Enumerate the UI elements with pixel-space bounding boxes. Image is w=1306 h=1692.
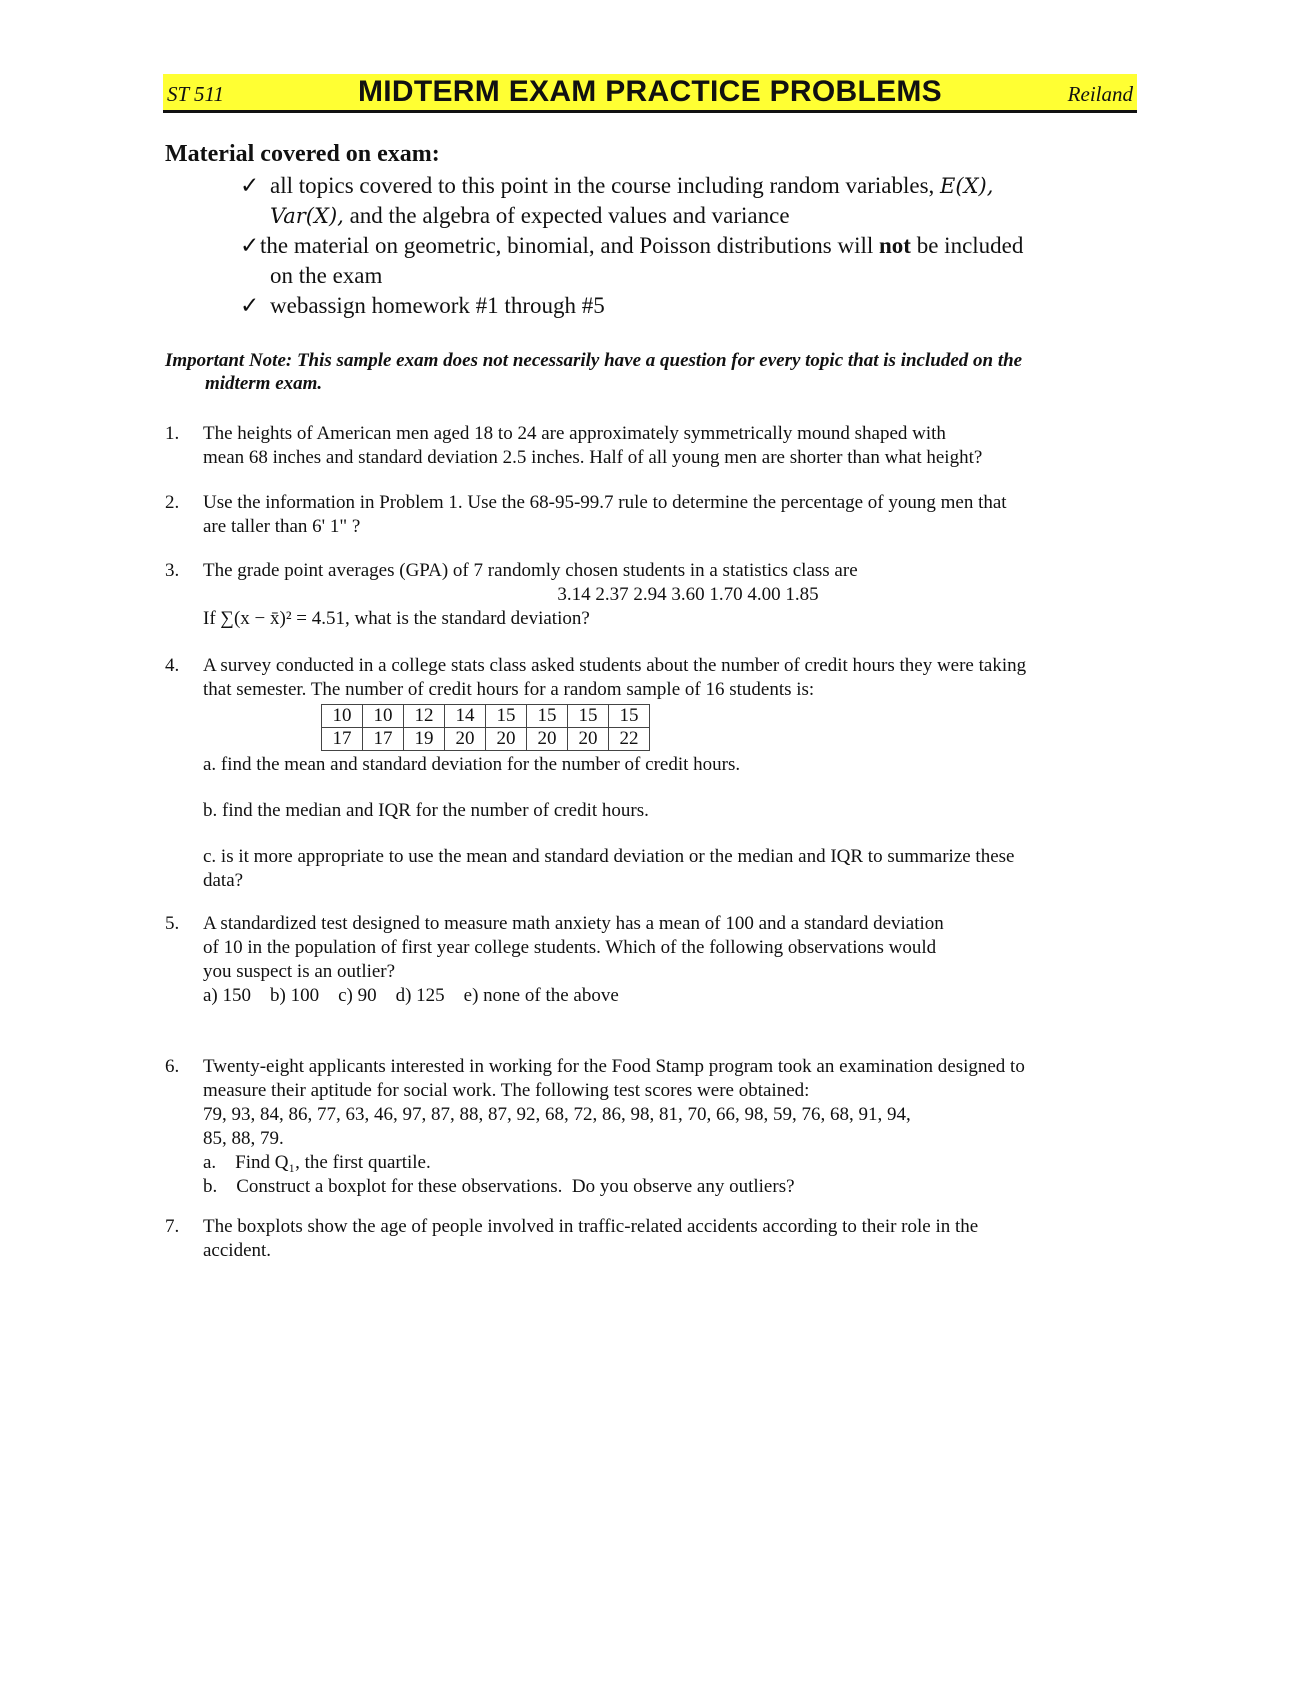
problem-text: If ∑(x − x̄)² = 4.51, what is the standard deviation? bbox=[203, 608, 590, 629]
problem-text: Twenty-eight applicants interested in working for the Food Stamp program took an examination designed to bbox=[203, 1056, 1025, 1077]
table-cell: 17 bbox=[322, 728, 363, 751]
problem-6 bbox=[165, 1055, 1145, 1199]
problem-text: A survey conducted in a college stats class asked students about the number of credit hours they were taking bbox=[203, 655, 1027, 676]
credit-hours-table bbox=[321, 704, 650, 751]
material-item-text: all topics covered to this point in the course including random variables, bbox=[270, 173, 941, 198]
problem-2 bbox=[165, 491, 1145, 539]
important-note bbox=[165, 349, 1140, 395]
subquestion-a: a. Find Q₁, the first quartile. bbox=[203, 1152, 431, 1173]
table-cell: 10 bbox=[363, 705, 404, 728]
material-list bbox=[240, 171, 1120, 321]
problem-5 bbox=[165, 912, 1145, 1008]
table-cell: 12 bbox=[404, 705, 445, 728]
subquestion-b: b. Construct a boxplot for these observations. Do you observe any outliers? bbox=[203, 1176, 795, 1197]
subquestion-c: c. is it more appropriate to use the mean and standard deviation or the median and IQR to summarize these bbox=[203, 846, 1015, 867]
check-icon: ✓ bbox=[240, 233, 260, 258]
check-icon: ✓ bbox=[240, 293, 260, 318]
table-cell: 22 bbox=[609, 728, 650, 751]
subquestion-b: b. find the median and IQR for the number of credit hours. bbox=[203, 800, 649, 821]
problem-1 bbox=[165, 422, 1145, 470]
problem-text: The heights of American men aged 18 to 24 are approximately symmetrically mound shaped with bbox=[203, 423, 946, 444]
note-line: midterm exam. bbox=[205, 373, 323, 394]
table-cell: 14 bbox=[445, 705, 486, 728]
table-cell: 20 bbox=[568, 728, 609, 751]
table-cell: 15 bbox=[609, 705, 650, 728]
test-scores-cont: 85, 88, 79. bbox=[203, 1128, 284, 1149]
material-heading: Material covered on exam: bbox=[165, 141, 440, 167]
table-row bbox=[322, 705, 650, 728]
subquestion-a: a. find the mean and standard deviation for the number of credit hours. bbox=[203, 754, 741, 775]
material-item-text: on the exam bbox=[270, 263, 383, 288]
emphasis-not: not bbox=[879, 233, 911, 258]
table-row bbox=[322, 728, 650, 751]
table-cell: 17 bbox=[363, 728, 404, 751]
problem-text: you suspect is an outlier? bbox=[203, 961, 396, 982]
problem-text: measure their aptitude for social work. The following test scores were obtained: bbox=[203, 1080, 810, 1101]
table-cell: 10 bbox=[322, 705, 363, 728]
material-item-topics bbox=[240, 171, 1120, 231]
math-ex: E(X), bbox=[940, 174, 994, 198]
table-cell: 15 bbox=[527, 705, 568, 728]
problem-number: 3. bbox=[165, 560, 180, 581]
check-icon: ✓ bbox=[240, 173, 260, 198]
problem-text: Use the information in Problem 1. Use the 68-95-99.7 rule to determine the percentage of young men that bbox=[203, 492, 1007, 513]
table-cell: 20 bbox=[445, 728, 486, 751]
problem-7 bbox=[165, 1215, 1145, 1263]
problem-text: The grade point averages (GPA) of 7 randomly chosen students in a statistics class are bbox=[203, 560, 858, 581]
problem-number: 4. bbox=[165, 655, 180, 676]
problem-number: 6. bbox=[165, 1056, 180, 1077]
problem-3 bbox=[165, 559, 1145, 631]
header-band bbox=[163, 74, 1137, 113]
problem-number: 1. bbox=[165, 423, 180, 444]
problem-text: The boxplots show the age of people involved in traffic-related accidents according to their role in the bbox=[203, 1216, 979, 1237]
table-cell: 20 bbox=[527, 728, 568, 751]
test-scores: 79, 93, 84, 86, 77, 63, 46, 97, 87, 88, 87, 92, 68, 72, 86, 98, 81, 70, 66, 98, 59, 76, 68, 91, 94, bbox=[203, 1104, 911, 1125]
problem-text: are taller than 6' 1" ? bbox=[203, 516, 361, 537]
problem-text: A standardized test designed to measure math anxiety has a mean of 100 and a standard deviation bbox=[203, 913, 944, 934]
material-item-webassign bbox=[240, 291, 1120, 321]
note-line: Important Note: This sample exam does not necessarily have a question for every topic that is included on the bbox=[165, 350, 1023, 371]
gpa-values: 3.14 2.37 2.94 3.60 1.70 4.00 1.85 bbox=[557, 584, 819, 605]
table-cell: 15 bbox=[568, 705, 609, 728]
author-name: Reiland bbox=[1067, 82, 1133, 106]
table-cell: 15 bbox=[486, 705, 527, 728]
page-title: MIDTERM EXAM PRACTICE PROBLEMS bbox=[357, 75, 942, 108]
problem-text: mean 68 inches and standard deviation 2.5 inches. Half of all young men are shorter than what height? bbox=[203, 447, 983, 468]
course-code: ST 511 bbox=[167, 82, 224, 106]
table-cell: 20 bbox=[486, 728, 527, 751]
material-item-text: the material on geometric, binomial, and Poisson distributions will bbox=[260, 233, 880, 258]
problem-text: accident. bbox=[203, 1240, 272, 1261]
math-var: Var(X), bbox=[270, 204, 344, 228]
material-item-text: be included bbox=[910, 233, 1024, 258]
material-item-distributions bbox=[240, 231, 1120, 291]
problem-number: 2. bbox=[165, 492, 180, 513]
problem-text: of 10 in the population of first year college students. Which of the following observations would bbox=[203, 937, 937, 958]
problem-number: 7. bbox=[165, 1216, 180, 1237]
subquestion-c-cont: data? bbox=[203, 870, 244, 891]
material-item-text: and the algebra of expected values and variance bbox=[343, 203, 790, 228]
problem-4 bbox=[165, 654, 1145, 893]
answer-options: a) 150 b) 100 c) 90 d) 125 e) none of the above bbox=[203, 985, 619, 1006]
problem-text: that semester. The number of credit hours for a random sample of 16 students is: bbox=[203, 679, 815, 700]
material-item-text: webassign homework #1 through #5 bbox=[270, 293, 605, 318]
table-cell: 19 bbox=[404, 728, 445, 751]
problem-number: 5. bbox=[165, 913, 180, 934]
